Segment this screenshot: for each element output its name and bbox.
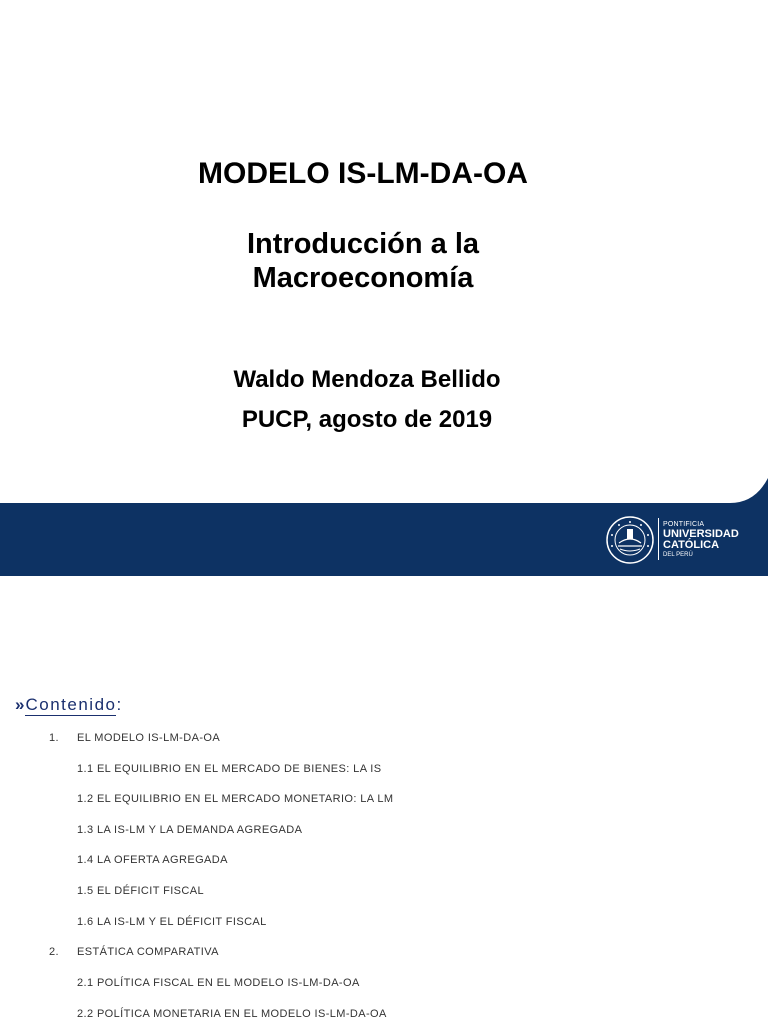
- double-chevron-icon: »: [15, 695, 23, 714]
- toc-text: ESTÁTICA COMPARATIVA: [77, 946, 219, 958]
- toc-text: 1.3 LA IS-LM Y LA DEMANDA AGREGADA: [77, 824, 303, 836]
- toc-item: [77, 1008, 387, 1020]
- slide-subtitle: [0, 227, 726, 295]
- toc-text: 1.4 LA OFERTA AGREGADA: [77, 854, 228, 866]
- contents-heading: [15, 695, 123, 715]
- logo-line-3: CATÓLICA: [663, 539, 720, 551]
- toc-text: EL MODELO IS-LM-DA-OA: [77, 732, 221, 744]
- place-date: PUCP, agosto de 2019: [241, 406, 493, 433]
- logo-line-4: DEL PERÚ: [663, 552, 693, 558]
- toc-text: 2.2 POLÍTICA MONETARIA EN EL MODELO IS-LM-DA-OA: [77, 1008, 387, 1020]
- contents-heading-text: Contenido: [25, 695, 117, 714]
- toc-text: 1.5 EL DÉFICIT FISCAL: [77, 885, 204, 897]
- subtitle-line-1: Introducción a la: [246, 228, 480, 260]
- toc-item: [49, 946, 219, 958]
- toc-item: [77, 763, 381, 775]
- toc-number: 2.: [49, 946, 59, 958]
- toc-item: [77, 977, 360, 989]
- slide-title: MODELO IS-LM-DA-OA: [198, 157, 528, 190]
- toc-item: [77, 793, 393, 805]
- logo-divider: [658, 518, 659, 560]
- university-seal-icon: [605, 515, 655, 565]
- toc-item: [77, 885, 204, 897]
- toc-item: [77, 916, 267, 928]
- contents-slide: [0, 576, 768, 1024]
- toc-number: 1.: [49, 732, 59, 744]
- toc-text: 1.2 EL EQUILIBRIO EN EL MERCADO MONETARIO: LA LM: [77, 793, 394, 805]
- subtitle-line-2: Macroeconomía: [252, 262, 474, 294]
- toc-text: 2.1 POLÍTICA FISCAL EN EL MODELO IS-LM-DA-OA: [77, 977, 360, 989]
- toc-text: 1.6 LA IS-LM Y EL DÉFICIT FISCAL: [77, 916, 267, 928]
- toc-item: [49, 732, 220, 744]
- toc-item: [77, 824, 302, 836]
- author-name: Waldo Mendoza Bellido: [233, 366, 501, 393]
- toc-item: [77, 854, 228, 866]
- toc-text: 1.1 EL EQUILIBRIO EN EL MERCADO DE BIENES: LA IS: [77, 763, 382, 775]
- logo-line-2: UNIVERSIDAD: [663, 528, 739, 540]
- university-logo: [663, 521, 739, 558]
- contents-heading-colon: :: [116, 695, 123, 714]
- logo-line-1: PONTIFICIA: [663, 521, 705, 528]
